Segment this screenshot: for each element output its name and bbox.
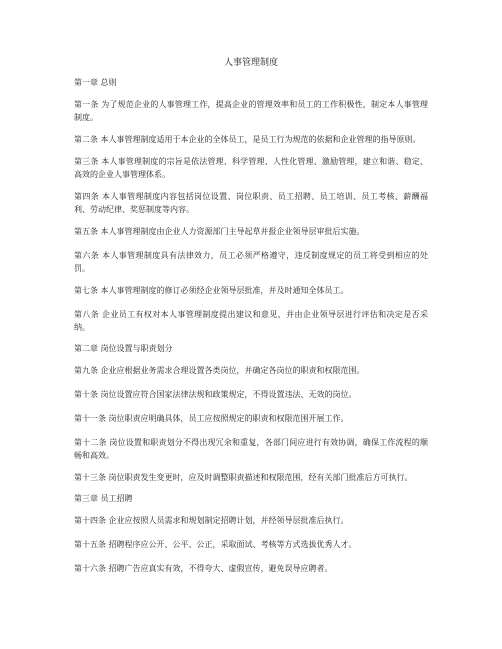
article-10: 第十条 岗位设置应符合国家法律法规和政策规定，不得设置违法、无效的岗位。: [74, 390, 357, 399]
article-16: 第十六条 招聘广告应真实有效，不得夸大、虚假宣传，避免误导应聘者。: [74, 564, 333, 573]
article-3: 第三条 本人事管理制度的宗旨是依法管理、科学管理、人性化管理、激励管理，建立和谐、稳定、高效的企业人事管理体系。: [74, 157, 428, 179]
article-13: 第十三条 岗位职责发生变更时，应及时调整职责描述和权限范围，经有关部门批准后方可执行。: [74, 473, 413, 482]
chapter-3-heading: 第三章 员工招聘: [74, 494, 133, 503]
article-11: 第十一条 岗位职责应明确具体，员工应按照规定的职责和权限范围开展工作。: [74, 414, 349, 423]
article-7: 第七条 本人事管理制度的修订必须经企业领导层批准，并及时通知全体员工。: [74, 286, 349, 295]
article-9: 第九条 企业应根据业务需求合理设置各类岗位，并确定各岗位的职责和权限范围。: [74, 366, 365, 375]
article-6: 第六条 本人事管理制度具有法律效力，员工必须严格遵守，违反制度规定的员工将受到相应的处罚。: [74, 251, 428, 273]
article-14: 第十四条 企业应按照人员需求和规划制定招聘计划，并经领导层批准后执行。: [74, 516, 349, 525]
chapter-2-heading: 第二章 岗位设置与职责划分: [74, 344, 173, 353]
article-8: 第八条 企业员工有权对本人事管理制度提出建议和意见，并由企业领导层进行评估和决定是否采纳。: [74, 310, 428, 332]
article-1: 第一条 为了规范企业的人事管理工作，提高企业的管理效率和员工的工作积极性，制定本人事管理制度。: [74, 100, 428, 122]
article-5: 第五条 本人事管理制度由企业人力资源部门主导起草并报企业领导层审批后实施。: [74, 227, 365, 236]
article-4: 第四条 本人事管理制度内容包括岗位设置、岗位职责、员工招聘、员工培训、员工考核、薪酬福利、劳动纪律、奖惩制度等内容。: [74, 192, 428, 214]
article-2: 第二条 本人事管理制度适用于本企业的全体员工，是员工行为规范的依据和企业管理的指导原则。: [74, 135, 421, 144]
article-12: 第十二条 岗位设置和职责划分不得出现冗余和重复，各部门间应进行有效协调，确保工作流程的顺畅和高效。: [74, 438, 428, 460]
article-15: 第十五条 招聘程序应公开、公平、公正，采取面试、考核等方式选拔优秀人才。: [74, 540, 357, 549]
document-title: 人事管理制度: [223, 58, 278, 68]
chapter-1-heading: 第一章 总则: [74, 78, 117, 87]
